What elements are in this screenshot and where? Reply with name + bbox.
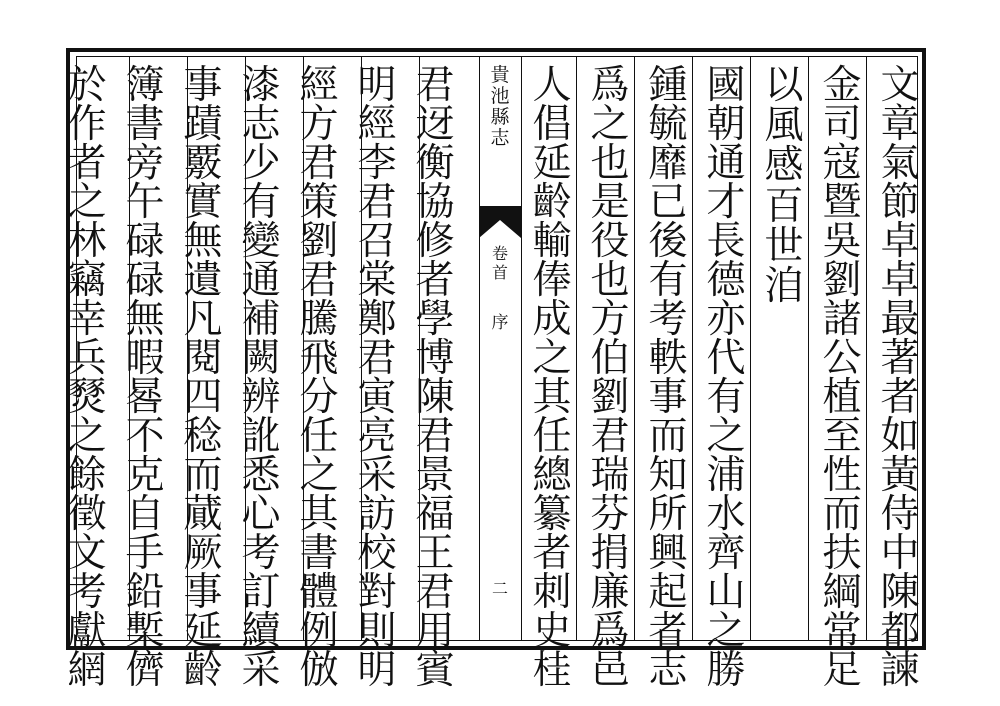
column-rule — [576, 56, 577, 641]
text-column: 於 作 者 之 林 竊 幸 兵 燹 之 餘 徵 文 考 獻 網 — [67, 63, 107, 693]
column-rule — [245, 56, 246, 641]
center-margin — [479, 56, 521, 641]
column-rule — [634, 56, 635, 641]
section-label: 序 — [491, 313, 509, 333]
text-column: 明 經 李 君 召 棠 鄭 君 寅 亮 采 訪 校 對 則 明 — [357, 63, 397, 693]
text-column: 鍾 毓 靡 已 後 有 考 軼 事 而 知 所 興 起 者 志 — [648, 63, 688, 693]
text-column: 人 倡 延 齡 輸 俸 成 之 其 任 總 纂 者 刺 史 桂 — [532, 63, 572, 693]
volume-label: 卷 首 — [491, 244, 508, 282]
column-rule — [750, 56, 751, 641]
text-column: 漆 志 少 有 變 通 補 闕 辨 訛 悉 心 考 訂 續 采 — [241, 63, 281, 693]
text-column: 以 風 感 百 世 洎 — [764, 63, 804, 309]
text-column: 簿 書 旁 午 碌 碌 無 暇 晷 不 克 自 手 鉛 槧 儕 — [125, 63, 165, 693]
column-rule — [129, 56, 130, 641]
fish-tail-icon — [479, 206, 521, 238]
book-title: 貴 池 縣 志 — [490, 64, 510, 149]
text-column: 國 朝 通 才 長 德 亦 代 有 之 浦 水 齊 山 之 勝 — [706, 63, 746, 693]
text-column: 事 蹟 覈 實 無 遺 凡 閱 四 稔 而 蕆 厥 事 延 齡 — [183, 63, 223, 693]
text-column: 君 迓 衡 協 修 者 學 博 陳 君 景 福 王 君 用 賓 — [415, 63, 455, 693]
column-rule — [692, 56, 693, 641]
text-column: 經 方 君 策 劉 君 騰 飛 分 任 之 其 書 體 例 倣 — [299, 63, 339, 693]
text-column: 金 司 寇 暨 吳 劉 諸 公 植 至 性 而 扶 綱 常 足 — [822, 63, 862, 693]
column-rule — [479, 56, 480, 641]
page-number: 二 — [491, 579, 508, 598]
column-rule — [361, 56, 362, 641]
column-rule — [808, 56, 809, 641]
column-rule — [187, 56, 188, 641]
column-rule — [521, 56, 522, 641]
column-rule — [419, 56, 420, 641]
text-column: 文 章 氣 節 卓 卓 最 著 者 如 黃 侍 中 陳 都 諫 — [880, 63, 920, 693]
column-rule — [866, 56, 867, 641]
column-rule — [303, 56, 304, 641]
text-column: 爲 之 也 是 役 也 方 伯 劉 君 瑞 芬 捐 廉 爲 邑 — [590, 63, 630, 693]
